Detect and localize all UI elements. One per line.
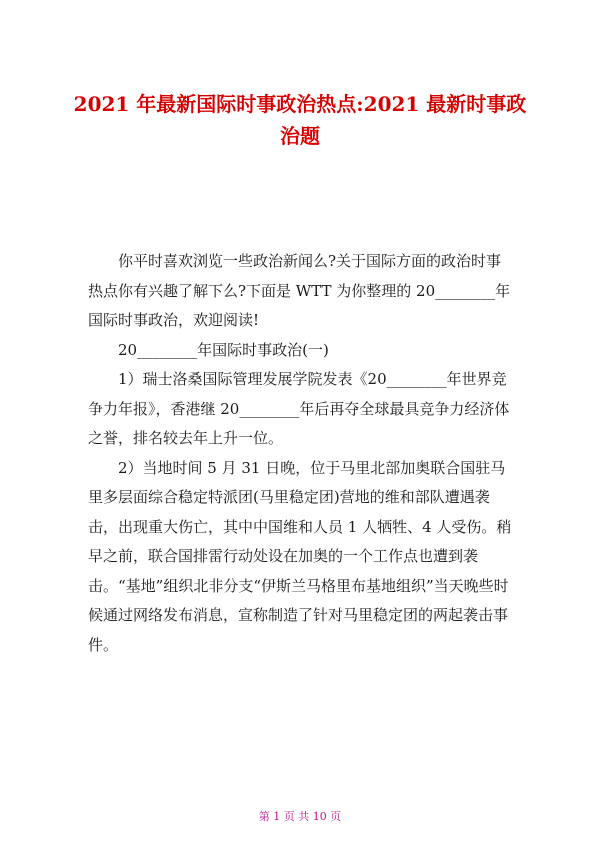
intro-paragraph: 你平时喜欢浏览一些政治新闻么?关于国际方面的政治时事热点你有兴趣了解下么?下面是 WTT 为你整理的 20________年国际时事政治，欢迎阅读! xyxy=(88,252,511,329)
page-number-footer: 第 1 页 共 10 页 xyxy=(258,810,342,823)
document-body xyxy=(88,247,516,660)
document-title: 2021 年最新国际时事政治热点:2021 最新时事政治题 xyxy=(73,92,527,148)
news-item-2: 2）当地时间 5 月 31 日晚，位于马里北部加奥联合国驻马里多层面综合稳定特派团(马里稳定团)营地的维和部队遭遇袭击，出现重大伤亡，其中中国维和人员 1 人牺牲、4 人受伤。稍早之前，联合国排雷行动处设在加奥的一个工作点也遭到袭击。“基地”组织北非分支“伊斯兰马格里布基地组织”当天晚些时候通过网络发布消息，宣称制造了针对马里稳定团的两起袭击事件。 xyxy=(88,458,512,654)
news-item-1: 1）瑞士洛桑国际管理发展学院发表《20________年世界竞争力年报》，香港继 20________年后再夺全球最具竞争力经济体之誉，排名较去年上升一位。 xyxy=(88,370,510,447)
section-heading: 20________年国际时事政治(一) xyxy=(118,340,329,359)
